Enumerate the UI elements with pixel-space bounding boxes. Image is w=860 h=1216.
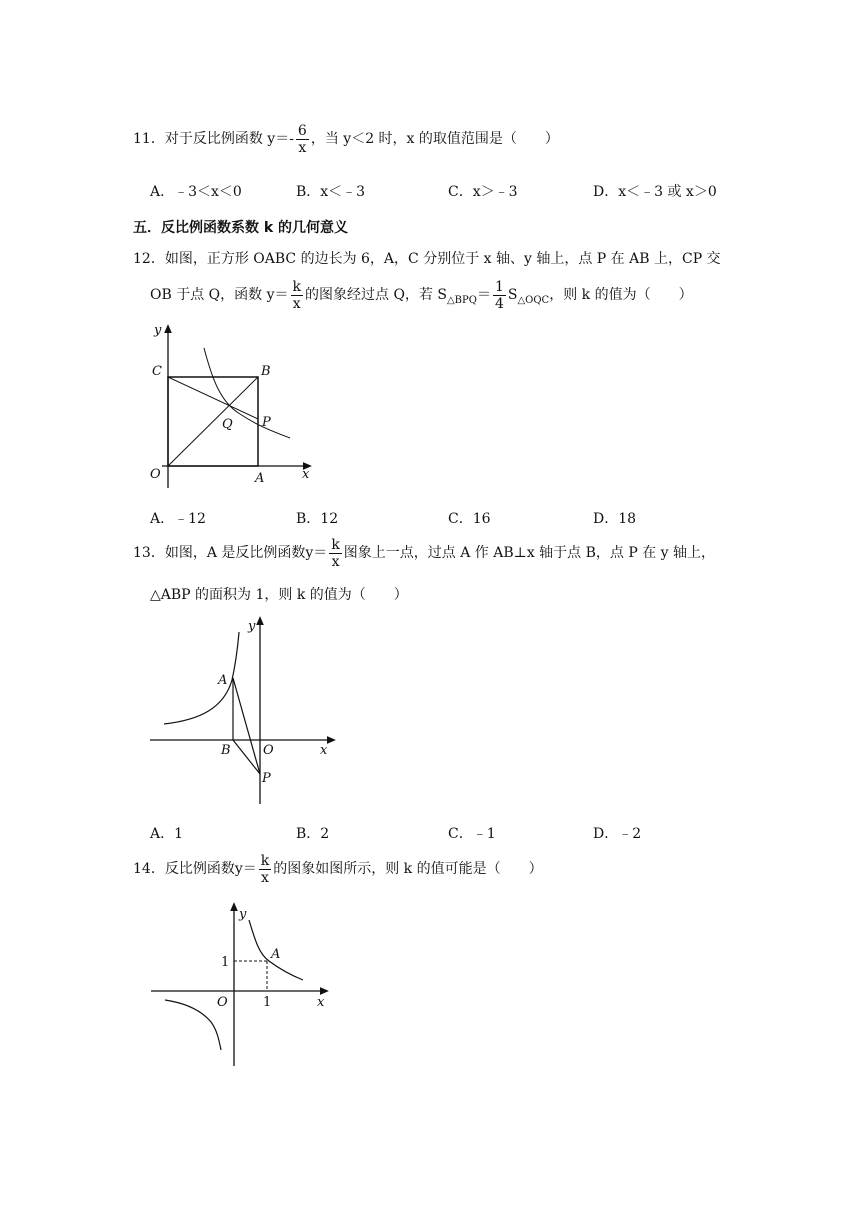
q13-segment-ap	[233, 678, 260, 774]
q12-label-x: x	[302, 467, 310, 482]
q12-option-c[interactable]: C．16	[448, 511, 491, 527]
q12-diagonal-ob	[168, 377, 258, 466]
q14-figure	[145, 898, 345, 1073]
q12-figure	[140, 318, 330, 493]
q12-label-p: P	[262, 415, 271, 430]
q14-fraction	[259, 854, 271, 885]
q11-option-c[interactable]: C．x＞﹣3	[448, 184, 518, 200]
q12-label-b: B	[261, 364, 271, 379]
q14-stem	[133, 852, 543, 886]
q12-number: 12．	[133, 251, 165, 267]
q14-number: 14．	[133, 861, 165, 877]
q12-option-b[interactable]: B．12	[296, 511, 339, 527]
q14-hyperbola-q3	[165, 1000, 221, 1050]
q11-option-d[interactable]: D．x＜﹣3 或 x＞0	[593, 184, 717, 200]
q14-label-a: A	[271, 947, 281, 962]
q13-frac-num: k	[331, 536, 340, 553]
q13-label-a: A	[218, 673, 228, 688]
q12-segment-cp	[168, 377, 258, 419]
q13-label-y: y	[248, 619, 256, 634]
q13-segment-bp	[233, 740, 260, 774]
q14-func-lhs: y＝	[234, 861, 257, 877]
q13-label-x: x	[320, 743, 328, 758]
q12-line2	[150, 278, 693, 318]
q13-option-a[interactable]: A．1	[150, 826, 184, 842]
q14-label-y: y	[239, 907, 247, 922]
q12-label-y: y	[154, 323, 162, 338]
q12-frac-den: x	[292, 295, 301, 312]
q14-frac-den: x	[261, 869, 269, 886]
q11-option-a[interactable]: A．﹣3＜x＜0	[150, 184, 242, 200]
q12-sub1: △BPQ	[446, 294, 477, 306]
q11-func-lhs: y＝-	[267, 131, 294, 147]
q13-func-lhs: y＝	[305, 545, 328, 561]
q14-label-o: O	[217, 995, 228, 1010]
q13-hyperbola	[164, 632, 239, 724]
q13-frac-den: x	[331, 553, 340, 570]
q12-line1-text: 如图，正方形 OABC 的边长为 6，A，C 分别位于 x 轴、y 轴上，点 P 在 AB 上，CP 交	[164, 251, 721, 267]
q13-label-o: O	[263, 743, 274, 758]
q12-frac-num: k	[292, 278, 301, 295]
q11-stem	[133, 122, 559, 156]
q12-line2-post: ，则 k 的值为（ ）	[549, 287, 693, 303]
q12-eq: ＝	[476, 287, 491, 303]
q12-s2: S	[507, 287, 518, 303]
q13-fraction	[329, 538, 341, 569]
q14-frac-num: k	[260, 852, 270, 869]
q12-coef-den: 4	[494, 295, 504, 312]
section-heading: 五．反比例函数系数 k 的几何意义	[133, 220, 349, 236]
q13-label-b: B	[221, 743, 231, 758]
q13-label-p: P	[262, 771, 271, 786]
q12-option-d[interactable]: D．18	[593, 511, 637, 527]
q13-option-c[interactable]: C．﹣1	[448, 826, 496, 842]
q11-post: ，当 y＜2 时，x 的取值范围是（ ）	[310, 131, 559, 147]
q12-hyperbola	[204, 348, 290, 438]
q14-label-x: x	[317, 995, 325, 1010]
q13-line1	[133, 536, 715, 570]
q12-coef-num: 1	[494, 278, 504, 295]
q14-post: 的图象如图所示，则 k 的值可能是（ ）	[273, 861, 543, 877]
q11-option-b[interactable]: B．x＜﹣3	[296, 184, 366, 200]
q12-sub2: △OQC	[517, 294, 550, 306]
q11-number: 11．	[133, 131, 165, 147]
q12-label-c: C	[152, 364, 162, 379]
q13-line2: △ABP 的面积为 1，则 k 的值为（ ）	[150, 587, 408, 603]
q14-pre: 反比例函数	[164, 861, 235, 877]
q12-option-a[interactable]: A．﹣12	[150, 511, 206, 527]
q12-coefficient	[493, 280, 506, 311]
q11-fraction	[296, 124, 309, 155]
q13-option-b[interactable]: B．2	[296, 826, 330, 842]
q13-post: 图象上一点，过点 A 作 AB⊥x 轴于点 B，点 P 在 y 轴上，	[343, 545, 716, 561]
q12-line2-mid: 的图象经过点 Q，若 S	[305, 287, 447, 303]
q11-pre: 对于反比例函数	[164, 131, 263, 147]
q13-pre: 如图，A 是反比例函数	[164, 545, 306, 561]
q12-label-a: A	[255, 471, 265, 486]
q13-number: 13．	[133, 545, 165, 561]
q14-label-one-x: 1	[263, 995, 272, 1010]
q14-label-one-y: 1	[221, 955, 230, 970]
q13-figure	[140, 612, 340, 812]
q12-label-q: Q	[222, 417, 233, 432]
q11-frac-den: x	[298, 139, 307, 156]
q12-line1	[133, 248, 721, 268]
q12-line2-pre: OB 于点 Q，函数 y＝	[150, 287, 289, 303]
q12-fraction	[291, 280, 303, 311]
q12-label-o: O	[150, 467, 161, 482]
q11-frac-num: 6	[297, 122, 307, 139]
q13-option-d[interactable]: D．﹣2	[593, 826, 642, 842]
